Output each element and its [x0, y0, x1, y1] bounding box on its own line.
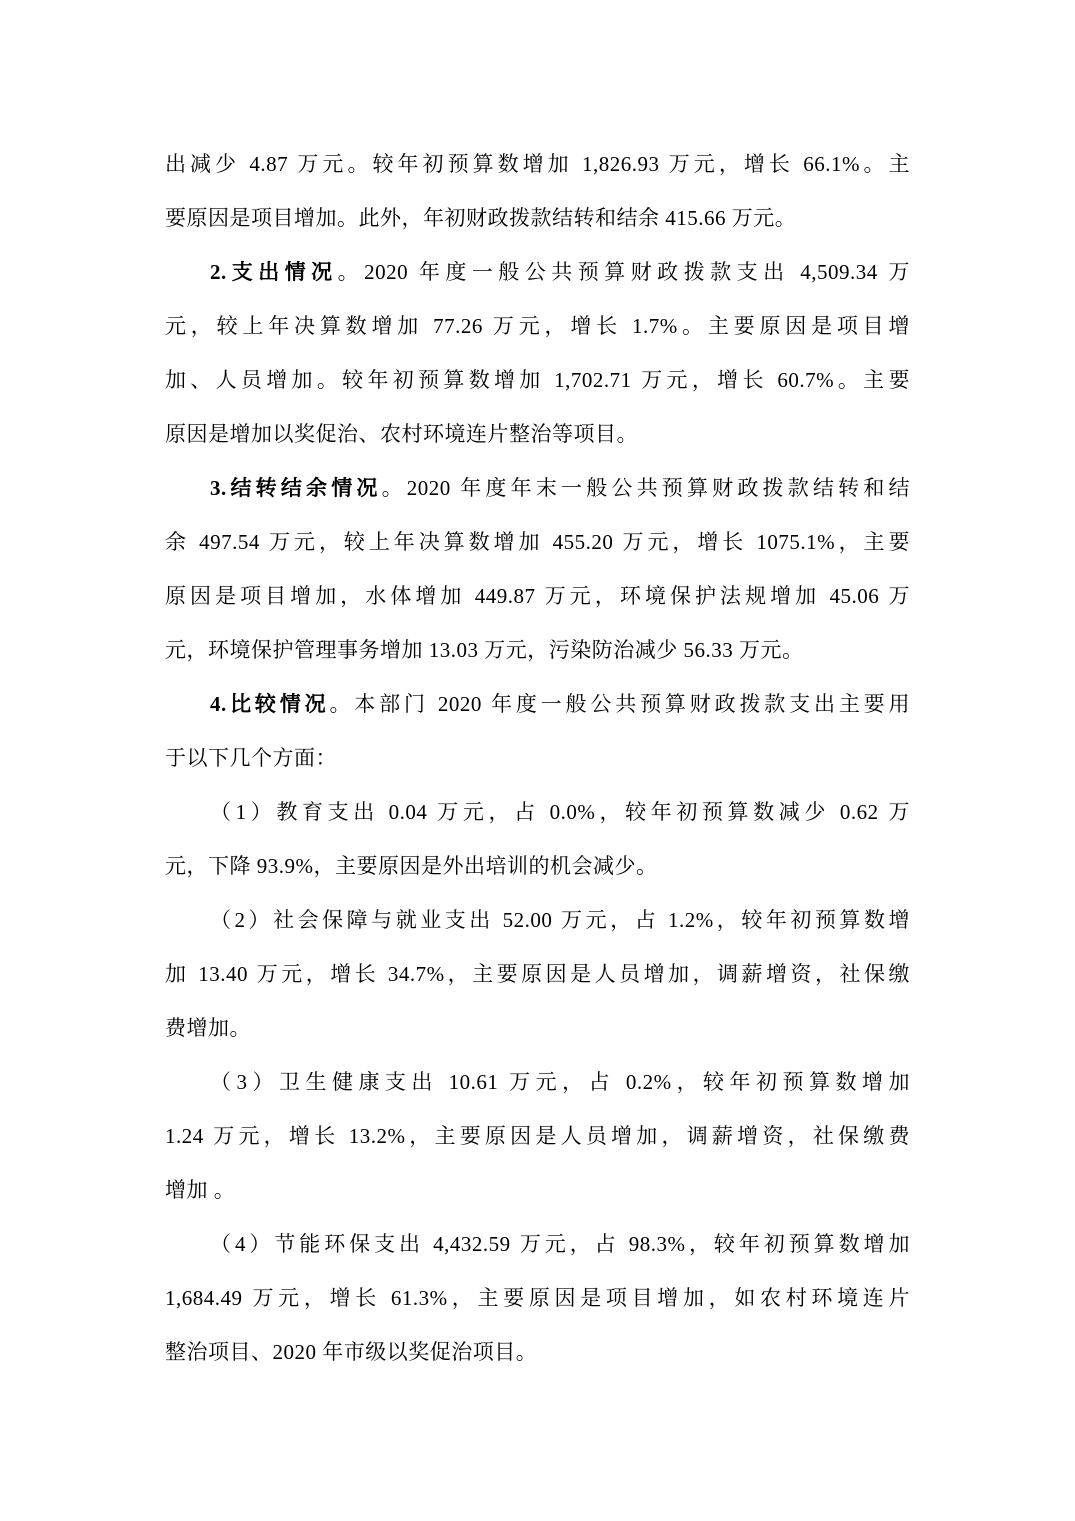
text-line — [165, 1217, 910, 1271]
text-block — [165, 137, 910, 1379]
text-line — [165, 1055, 910, 1109]
text-line — [165, 1325, 910, 1379]
text-line — [165, 569, 910, 623]
text-segment: 整治项目、2020 年市级以奖促治项目。 — [165, 1340, 538, 1364]
text-line — [165, 839, 910, 893]
text-segment: （1）教育支出 0.04 万元，占 0.0%，较年初预算数减少 0.62 万 — [210, 800, 910, 824]
text-segment: 。2020 年度年末一般公共预算财政拨款结转和结 — [381, 476, 911, 500]
text-line — [165, 731, 910, 785]
text-segment: 要原因是项目增加。此外，年初财政拨款结转和结余 415.66 万元。 — [165, 206, 797, 230]
section-heading: 2.支出情况 — [210, 260, 338, 284]
text-segment: 加、人员增加。较年初预算数增加 1,702.71 万元，增长 60.7%。主要 — [165, 368, 910, 392]
text-segment: 于以下几个方面： — [165, 746, 337, 770]
text-line — [165, 1109, 910, 1163]
text-line — [165, 353, 910, 407]
text-line — [165, 245, 910, 299]
text-line — [165, 461, 910, 515]
text-segment: 增加 。 — [165, 1178, 236, 1202]
text-line — [165, 515, 910, 569]
text-line — [165, 299, 910, 353]
text-segment: 出减少 4.87 万元。较年初预算数增加 1,826.93 万元，增长 66.1%。主 — [165, 152, 910, 176]
text-line — [165, 893, 910, 947]
text-line — [165, 1001, 910, 1055]
text-segment: 加 13.40 万元，增长 34.7%，主要原因是人员增加，调薪增资，社保缴 — [165, 962, 910, 986]
text-segment: 1.24 万元，增长 13.2%，主要原因是人员增加，调薪增资，社保缴费 — [165, 1124, 910, 1148]
text-line — [165, 677, 910, 731]
text-segment: （2）社会保障与就业支出 52.00 万元，占 1.2%，较年初预算数增 — [210, 908, 910, 932]
text-line — [165, 137, 910, 191]
text-segment: 1,684.49 万元，增长 61.3%，主要原因是项目增加，如农村环境连片 — [165, 1286, 910, 1310]
text-segment: （4）节能环保支出 4,432.59 万元，占 98.3%，较年初预算数增加 — [210, 1232, 910, 1256]
text-segment: （3）卫生健康支出 10.61 万元，占 0.2%，较年初预算数增加 — [210, 1070, 910, 1094]
section-heading: 3.结转结余情况 — [210, 476, 382, 500]
text-segment: 原因是增加以奖促治、农村环境连片整治等项目。 — [165, 422, 638, 446]
text-line — [165, 785, 910, 839]
text-segment: 元，较上年决算数增加 77.26 万元，增长 1.7%。主要原因是项目增 — [165, 314, 910, 338]
text-line — [165, 191, 910, 245]
text-segment: 元，下降 93.9%，主要原因是外出培训的机会减少。 — [165, 854, 658, 878]
text-segment: 。2020 年度一般公共预算财政拨款支出 4,509.34 万 — [337, 260, 911, 284]
text-segment: 元，环境保护管理事务增加 13.03 万元，污染防治减少 56.33 万元。 — [165, 638, 804, 662]
section-heading: 4.比较情况 — [210, 692, 330, 716]
text-line — [165, 1271, 910, 1325]
text-line — [165, 947, 910, 1001]
text-line — [165, 623, 910, 677]
text-segment: 。本部门 2020 年度一般公共预算财政拨款支出主要用 — [329, 692, 911, 716]
text-segment: 余 497.54 万元，较上年决算数增加 455.20 万元，增长 1075.1%，主要 — [165, 530, 910, 554]
text-line — [165, 1163, 910, 1217]
text-segment: 费增加。 — [165, 1016, 251, 1040]
text-line — [165, 407, 910, 461]
text-segment: 原因是项目增加，水体增加 449.87 万元，环境保护法规增加 45.06 万 — [165, 584, 910, 608]
